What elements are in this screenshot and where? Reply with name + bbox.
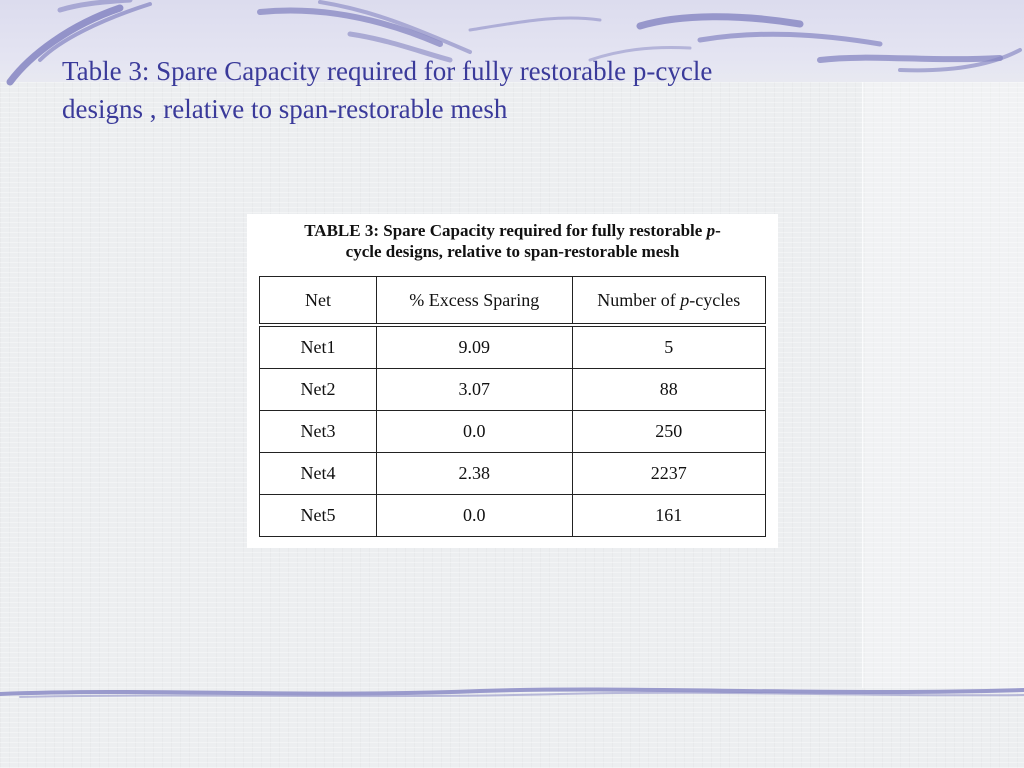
cell-net: Net5 xyxy=(260,495,377,537)
caption-line1-text: TABLE 3: Spare Capacity required for fully restorable xyxy=(304,221,707,240)
data-table xyxy=(259,276,766,537)
table-row xyxy=(260,411,766,453)
cell-net: Net3 xyxy=(260,411,377,453)
cell-net: Net4 xyxy=(260,453,377,495)
table-row xyxy=(260,369,766,411)
cell-number-of-p-cycles: 250 xyxy=(572,411,766,453)
cell-excess-sparing: 0.0 xyxy=(377,411,572,453)
caption-line1-hyphen: - xyxy=(715,221,721,240)
cell-excess-sparing: 9.09 xyxy=(377,325,572,369)
slide-title-line2: designs , relative to span-restorable mesh xyxy=(62,94,508,124)
cell-net: Net2 xyxy=(260,369,377,411)
caption-line1-italic: p xyxy=(706,221,716,240)
header-excess-sparing: % Excess Sparing xyxy=(377,277,572,326)
cell-net: Net1 xyxy=(260,325,377,369)
table-row xyxy=(260,325,766,369)
cell-number-of-p-cycles: 2237 xyxy=(572,453,766,495)
table-caption xyxy=(247,220,778,262)
table-row xyxy=(260,495,766,537)
header-number-of-p-cycles xyxy=(572,277,766,326)
table-header-row xyxy=(260,277,766,326)
header-net: Net xyxy=(260,277,377,326)
header-cycles-italic: p xyxy=(680,289,690,310)
cell-excess-sparing: 2.38 xyxy=(377,453,572,495)
table-row xyxy=(260,453,766,495)
cell-number-of-p-cycles: 5 xyxy=(572,325,766,369)
right-side-panel xyxy=(862,82,1024,688)
header-cycles-suffix: -cycles xyxy=(689,289,741,310)
header-cycles-text: Number of xyxy=(597,289,681,310)
bottom-swoosh-decoration xyxy=(0,682,1024,702)
cell-number-of-p-cycles: 161 xyxy=(572,495,766,537)
slide-title xyxy=(62,52,902,128)
cell-number-of-p-cycles: 88 xyxy=(572,369,766,411)
caption-line2-text: cycle designs, relative to span-restorable mesh xyxy=(345,242,680,261)
cell-excess-sparing: 0.0 xyxy=(377,495,572,537)
slide-title-line1: Table 3: Spare Capacity required for fully restorable p-cycle xyxy=(62,56,713,86)
cell-excess-sparing: 3.07 xyxy=(377,369,572,411)
table-figure xyxy=(247,214,778,548)
